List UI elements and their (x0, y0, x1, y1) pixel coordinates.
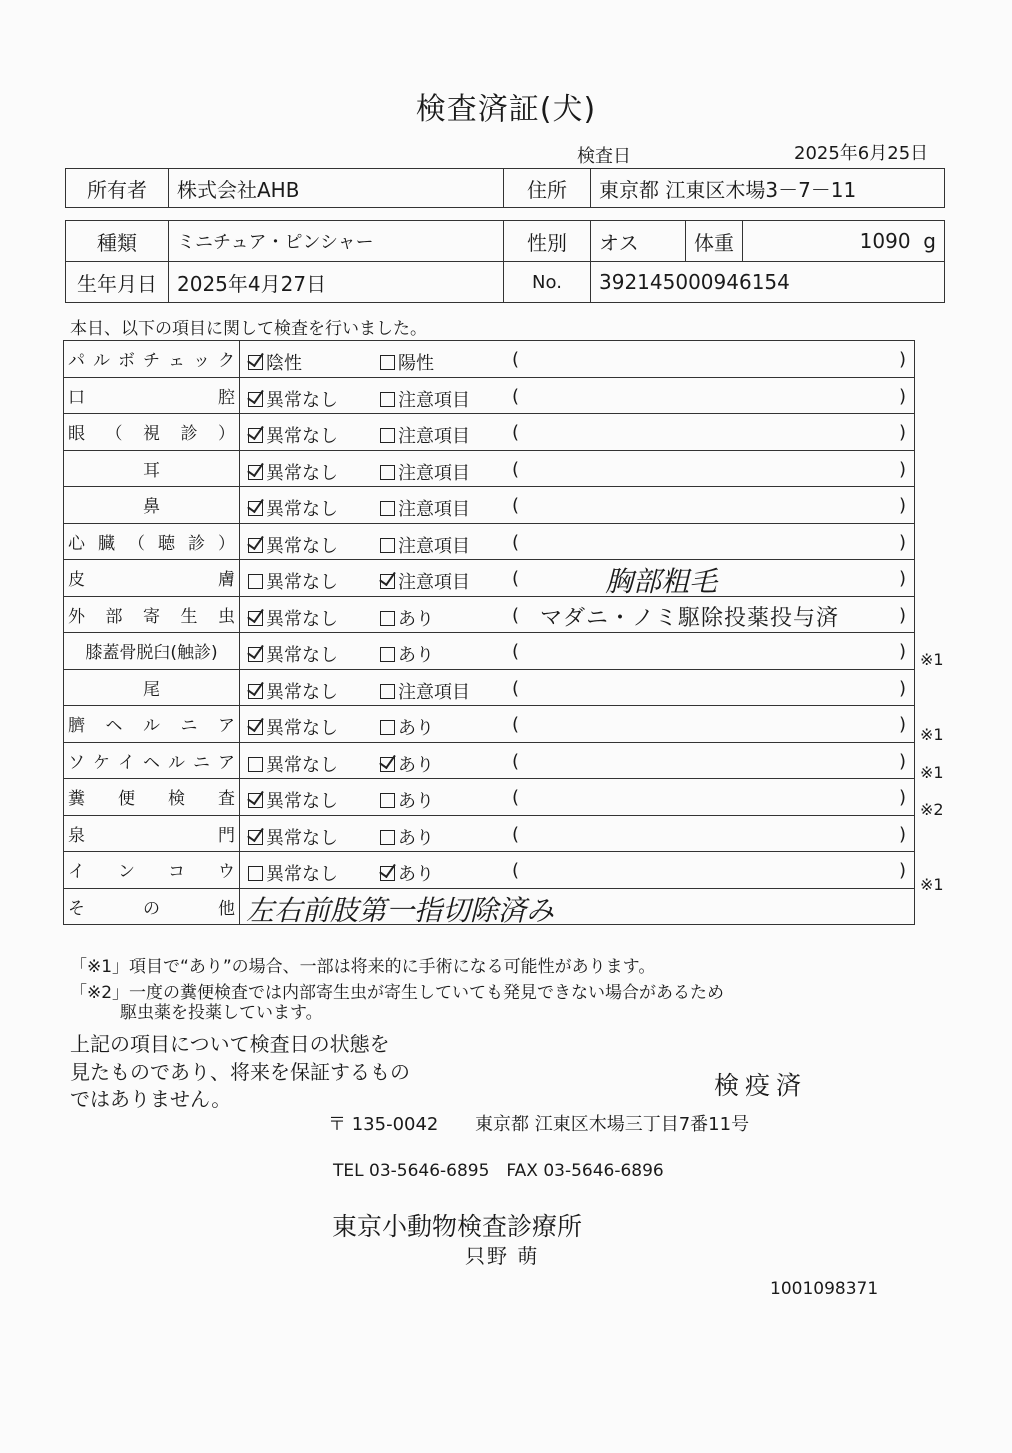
disclaimer-line: ではありません。 (70, 1087, 232, 1111)
page-title: 検査済証(犬) (415, 92, 597, 127)
address-value: 東京都 江東区木場3－7－11 (591, 169, 945, 208)
check-option-label: あり (398, 754, 434, 776)
check-option[interactable] (248, 641, 338, 667)
check-option-label: 異常なし (266, 681, 338, 703)
checked-box-icon[interactable] (380, 574, 395, 589)
check-item-text: 臍 ヘ ル ニ ア (68, 716, 235, 737)
close-paren: ) (898, 714, 906, 735)
checkbox-icon[interactable] (248, 866, 263, 881)
address-label: 住所 (504, 169, 591, 208)
check-item-label (64, 596, 240, 633)
check-row (64, 377, 915, 414)
close-paren: ) (898, 823, 906, 845)
checkbox-icon[interactable] (380, 538, 395, 553)
check-item-result (240, 815, 915, 852)
check-item-result (240, 852, 915, 889)
open-paren: ( (512, 495, 520, 516)
number-label: No. (504, 262, 591, 303)
checkbox-icon[interactable] (248, 757, 263, 772)
check-option-label: あり (398, 864, 434, 885)
check-row (64, 669, 915, 706)
open-paren: ( (512, 787, 520, 808)
check-option[interactable] (248, 459, 338, 485)
postal-code: 〒 135-0042 (328, 1114, 439, 1135)
check-table (63, 340, 915, 925)
close-paren: ) (898, 349, 906, 370)
check-option-label: 異常なし (266, 608, 338, 630)
weight-label: 体重 (686, 221, 743, 262)
quarantine-stamp: 検疫済 (714, 1071, 808, 1100)
vet-name: 只野 萌 (465, 1244, 540, 1268)
check-item-text: 糞 便 検 査 (68, 789, 235, 810)
inspection-date-label: 検査日 (577, 146, 631, 167)
check-option[interactable] (380, 605, 434, 631)
checkbox-icon[interactable] (380, 465, 395, 480)
check-item-label (64, 779, 240, 816)
check-option[interactable] (248, 714, 338, 740)
check-option[interactable] (248, 824, 338, 850)
open-paren: ( (512, 860, 520, 881)
close-paren: ) (898, 604, 906, 626)
check-item-label (64, 669, 240, 706)
check-item-text: 泉 門 (68, 825, 235, 846)
check-option-label: 注意項目 (398, 572, 470, 593)
clinic-name: 東京小動物検査診療所 (332, 1212, 583, 1241)
disclaimer-line: 見たものであり、将来を保証するもの (70, 1060, 410, 1084)
check-option[interactable] (248, 787, 338, 813)
checkbox-icon[interactable] (380, 501, 395, 516)
check-item-text: 口 腔 (68, 387, 235, 408)
check-row (64, 852, 915, 889)
check-option-label: 注意項目 (398, 499, 470, 520)
checkbox-icon[interactable] (380, 830, 395, 845)
open-paren: ( (512, 750, 520, 772)
open-paren: ( (512, 458, 520, 480)
handwritten-note: 胸部粗毛 (605, 565, 718, 598)
check-item-label (64, 706, 240, 743)
close-paren: ) (898, 495, 906, 516)
weight-value: 1090 g (743, 221, 945, 262)
check-option-label: あり (398, 645, 434, 666)
check-item-label (64, 560, 240, 597)
checked-box-icon[interactable] (248, 830, 263, 845)
check-item-result (240, 560, 915, 597)
check-option[interactable] (380, 824, 434, 850)
check-option-label: 注意項目 (398, 426, 470, 447)
checkbox-icon[interactable] (380, 392, 395, 407)
check-option[interactable] (248, 532, 338, 558)
check-item-text: パ ル ボ チ ェ ッ ク (68, 351, 235, 372)
open-paren: ( (512, 568, 520, 589)
side-note-mark: ※1 (920, 875, 944, 894)
check-item-text: 皮 膚 (68, 570, 235, 591)
check-option[interactable] (380, 349, 434, 375)
check-row (64, 450, 915, 487)
footnote-2-continued: 駆虫薬を投薬しています。 (120, 1003, 323, 1023)
open-paren: ( (512, 422, 520, 443)
open-paren: ( (512, 823, 520, 845)
check-item-result (240, 341, 915, 378)
check-item-label (64, 815, 240, 852)
check-item-label (64, 852, 240, 889)
check-item-result (240, 633, 915, 670)
close-paren: ) (898, 787, 906, 808)
checkbox-icon[interactable] (380, 647, 395, 662)
checked-box-icon[interactable] (248, 428, 263, 443)
checked-box-icon[interactable] (248, 392, 263, 407)
check-option-label: 異常なし (266, 864, 338, 885)
check-row (64, 706, 915, 743)
check-option-label: 注意項目 (398, 389, 470, 411)
check-option[interactable] (380, 787, 434, 813)
checkbox-icon[interactable] (380, 611, 395, 626)
check-item-label (64, 341, 240, 378)
check-option-label: 異常なし (266, 754, 338, 776)
owner-value: 株式会社AHB (169, 169, 504, 208)
check-item-text: イ ン コ ウ (68, 862, 235, 883)
side-note-mark: ※1 (920, 650, 944, 669)
checked-box-icon[interactable] (248, 611, 263, 626)
check-option[interactable] (380, 641, 434, 667)
birth-label: 生年月日 (66, 262, 169, 303)
check-item-text: ソ ケ イ ヘ ル ニ ア (68, 752, 235, 773)
check-option-label: あり (398, 608, 434, 630)
check-option[interactable] (248, 422, 338, 448)
check-option[interactable] (380, 678, 470, 704)
footnote-2: 「※2」一度の糞便検査では内部寄生虫が寄生していても発見できない場合があるため (70, 983, 725, 1003)
check-item-text: 膝蓋骨脱臼(触診) (85, 643, 218, 664)
check-option[interactable] (248, 605, 338, 631)
check-option-label: 異常なし (266, 645, 338, 666)
sex-value: オス (591, 221, 686, 262)
check-option[interactable] (380, 422, 470, 448)
check-item-text: 眼 （ 視 診 ） (68, 424, 235, 445)
side-note-mark: ※2 (920, 800, 944, 819)
checked-box-icon[interactable] (248, 793, 263, 808)
check-option-label: 異常なし (266, 426, 338, 447)
close-paren: ) (898, 458, 906, 480)
check-option-label: 異常なし (266, 535, 338, 557)
check-option-label: 異常なし (266, 499, 338, 520)
handwritten-note: 左右前肢第一指切除済み (246, 893, 555, 927)
checked-box-icon[interactable] (248, 684, 263, 699)
check-item-result (240, 669, 915, 706)
footnote-1: 「※1」項目で“あり”の場合、一部は将来的に手術になる可能性があります。 (70, 957, 656, 977)
checked-box-icon[interactable] (380, 757, 395, 772)
check-option-label: 注意項目 (398, 462, 470, 484)
check-option-label: あり (398, 718, 434, 739)
check-option[interactable] (380, 860, 434, 886)
check-option[interactable] (248, 860, 338, 886)
checked-box-icon[interactable] (380, 866, 395, 881)
check-option[interactable] (380, 386, 470, 412)
check-item-result (240, 523, 915, 560)
open-paren: ( (512, 641, 520, 662)
check-note: マダニ・ノミ駆除投薬投与済 (540, 605, 840, 631)
serial-number: 1001098371 (770, 1279, 879, 1299)
other-row (64, 888, 915, 925)
checkbox-icon[interactable] (380, 428, 395, 443)
breed-value: ミニチュア・ピンシャー (169, 221, 504, 262)
owner-table (65, 168, 945, 208)
check-option[interactable] (248, 349, 302, 375)
checkbox-icon[interactable] (380, 793, 395, 808)
check-item-text: 外 部 寄 生 虫 (68, 606, 235, 627)
open-paren: ( (512, 677, 520, 699)
check-row (64, 487, 915, 524)
close-paren: ) (898, 641, 906, 662)
check-option[interactable] (248, 495, 338, 521)
check-item-text: 耳 (143, 460, 160, 481)
close-paren: ) (898, 860, 906, 881)
check-item-result (240, 450, 915, 487)
check-option-label: 異常なし (266, 718, 338, 739)
check-row (64, 815, 915, 852)
open-paren: ( (512, 531, 520, 553)
open-paren: ( (512, 714, 520, 735)
close-paren: ) (898, 677, 906, 699)
check-item-result (240, 742, 915, 779)
check-item-text: 尾 (143, 679, 160, 700)
check-item-label (64, 414, 240, 451)
check-item-result (240, 706, 915, 743)
check-option[interactable] (248, 751, 338, 777)
number-value: 392145000946154 (591, 262, 945, 303)
check-option-label: 異常なし (266, 462, 338, 484)
other-label (64, 888, 240, 925)
check-item-result (240, 377, 915, 414)
check-item-label (64, 377, 240, 414)
check-option[interactable] (380, 568, 470, 594)
open-paren: ( (512, 604, 520, 626)
other-label-text: そ の 他 (68, 898, 235, 919)
other-value (240, 888, 915, 925)
check-option-label: あり (398, 791, 434, 812)
check-option[interactable] (380, 459, 470, 485)
pet-table (65, 220, 945, 303)
check-item-result (240, 414, 915, 451)
check-item-result (240, 596, 915, 633)
check-option[interactable] (380, 532, 470, 558)
check-row (64, 560, 915, 597)
intro-text: 本日、以下の項目に関して検査を行いました。 (70, 319, 427, 339)
check-row (64, 414, 915, 451)
check-item-text: 鼻 (143, 497, 160, 518)
check-option-label: 注意項目 (398, 535, 470, 557)
close-paren: ) (898, 531, 906, 553)
check-option-label: 異常なし (266, 827, 338, 849)
close-paren: ) (898, 422, 906, 443)
check-item-text: 心 臓 （ 聴 診 ） (68, 533, 235, 554)
check-option[interactable] (380, 714, 434, 740)
checkbox-icon[interactable] (380, 684, 395, 699)
checked-box-icon[interactable] (248, 501, 263, 516)
sex-label: 性別 (504, 221, 591, 262)
check-option[interactable] (380, 751, 434, 777)
check-option[interactable] (380, 495, 470, 521)
check-item-label (64, 450, 240, 487)
check-option[interactable] (248, 568, 338, 594)
checked-box-icon[interactable] (248, 355, 263, 370)
close-paren: ) (898, 385, 906, 407)
check-row (64, 779, 915, 816)
owner-label: 所有者 (66, 169, 169, 208)
check-option-label: 陰性 (266, 353, 302, 374)
check-option[interactable] (248, 386, 338, 412)
side-note-mark: ※1 (920, 725, 944, 744)
check-option-label: 異常なし (266, 572, 338, 593)
check-item-result (240, 779, 915, 816)
check-row (64, 341, 915, 378)
close-paren: ) (898, 750, 906, 772)
check-option-label: あり (398, 827, 434, 849)
checkbox-icon[interactable] (380, 720, 395, 735)
birth-value: 2025年4月27日 (169, 262, 504, 303)
check-option-label: 陽性 (398, 353, 434, 374)
check-row (64, 523, 915, 560)
disclaimer-line: 上記の項目について検査日の状態を (70, 1032, 390, 1056)
check-row (64, 596, 915, 633)
check-row (64, 633, 915, 670)
close-paren: ) (898, 568, 906, 589)
check-row (64, 742, 915, 779)
checked-box-icon[interactable] (248, 720, 263, 735)
check-item-label (64, 487, 240, 524)
check-option-label: 注意項目 (398, 681, 470, 703)
check-item-label (64, 633, 240, 670)
check-option-label: 異常なし (266, 791, 338, 812)
check-item-label (64, 742, 240, 779)
clinic-phone: TEL 03-5646-6895 FAX 03-5646-6896 (333, 1161, 664, 1181)
checked-box-icon[interactable] (248, 647, 263, 662)
check-item-label (64, 523, 240, 560)
check-item-result (240, 487, 915, 524)
checked-box-icon[interactable] (248, 465, 263, 480)
checked-box-icon[interactable] (248, 538, 263, 553)
open-paren: ( (512, 385, 520, 407)
checkbox-icon[interactable] (248, 574, 263, 589)
clinic-address: 東京都 江東区木場三丁目7番11号 (475, 1114, 750, 1135)
breed-label: 種類 (66, 221, 169, 262)
checkbox-icon[interactable] (380, 355, 395, 370)
check-option-label: 異常なし (266, 389, 338, 411)
open-paren: ( (512, 349, 520, 370)
check-option[interactable] (248, 678, 338, 704)
inspection-date: 2025年6月25日 (794, 143, 929, 164)
side-note-mark: ※1 (920, 762, 944, 782)
